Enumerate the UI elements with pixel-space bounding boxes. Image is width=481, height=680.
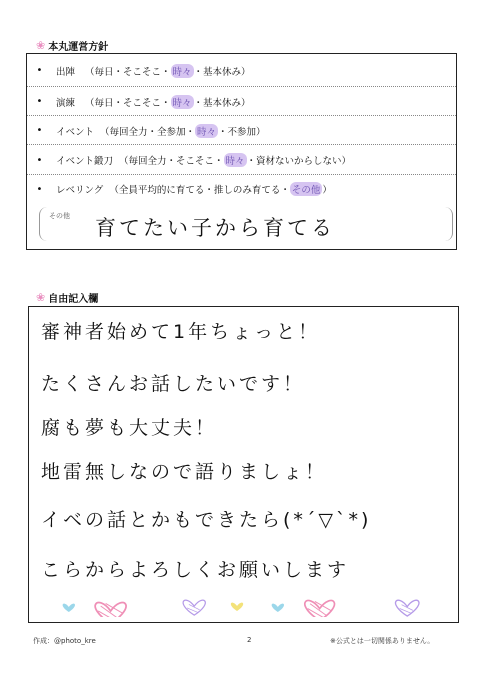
row-options-pre: （毎回全力・そこそこ・ [119,156,224,167]
row-selected-option: 時々 [171,95,194,109]
heart-icon [305,601,335,617]
row-selected-option: 時々 [171,64,194,78]
free-line: たくさんお話したいです！ [41,373,306,395]
heart-icon [63,604,75,612]
row-label: 出陣 [56,66,76,78]
row-selected-option: 時々 [224,153,247,167]
bullet-icon: • [36,183,43,195]
heart-icon [231,603,243,611]
policy-title-text: 本丸運営方針 [48,42,109,53]
row-label: イベント [56,126,95,138]
policy-row [27,87,456,116]
free-line: 審神者始めて1年ちょっと！ [41,321,321,343]
bullet-icon: • [36,154,43,166]
policy-row [27,54,456,87]
row-options-pre: （毎日・そこそこ・ [85,66,171,78]
free-section-title [36,290,98,305]
hearts-decoration [29,587,458,617]
bullet-icon: • [36,96,43,107]
footer-page-number: 2 [247,636,252,644]
row-options-pre: （毎回全力・全参加・ [100,126,196,138]
free-box [28,306,459,623]
free-line: イベの話とかもできたら(*´▽`*) [41,509,372,531]
row-label: イベント鍛刀 [56,156,114,167]
flower-icon: ❀ [36,39,46,52]
other-label: その他 [49,212,70,220]
flower-icon: ❀ [36,291,46,304]
bullet-icon: • [36,125,43,136]
row-selected-option: その他 [290,182,323,196]
other-text: 育てたい子から育てる [95,216,335,240]
heart-icon [95,603,126,617]
free-line: こらからよろしくお願いします [41,559,350,581]
row-label: 演練 [56,97,76,109]
heart-icon [183,600,205,615]
row-options-post: ・基本休み） [193,97,251,109]
heart-icon [396,600,419,616]
row-options-post: ） [322,185,332,196]
row-options-pre: （毎日・そこそこ・ [85,97,171,109]
free-line: 腐も夢も大丈夫！ [41,417,218,439]
row-options-pre: （全員平均的に育てる・推しのみ育てる・ [109,185,290,196]
footer-disclaimer: ※公式とは一切関係ありません。 [330,637,435,645]
row-options-post: ・資材ないからしない） [246,156,352,167]
bullet-icon: • [36,65,43,76]
policy-section-title [36,38,108,53]
row-label: レベリング [56,185,104,196]
policy-row [27,116,456,145]
policy-box [26,53,457,250]
row-options-post: ・基本休み） [193,66,251,78]
heart-icon [272,604,284,612]
free-line: 地雷無しなので語りましょ！ [41,461,328,483]
policy-row [27,145,456,175]
policy-row [27,175,456,203]
row-options-post: ・不参加） [218,126,266,138]
footer-author: 作成：@photo_kre [33,637,96,645]
row-selected-option: 時々 [195,124,218,138]
free-title-text: 自由記入欄 [48,294,99,305]
